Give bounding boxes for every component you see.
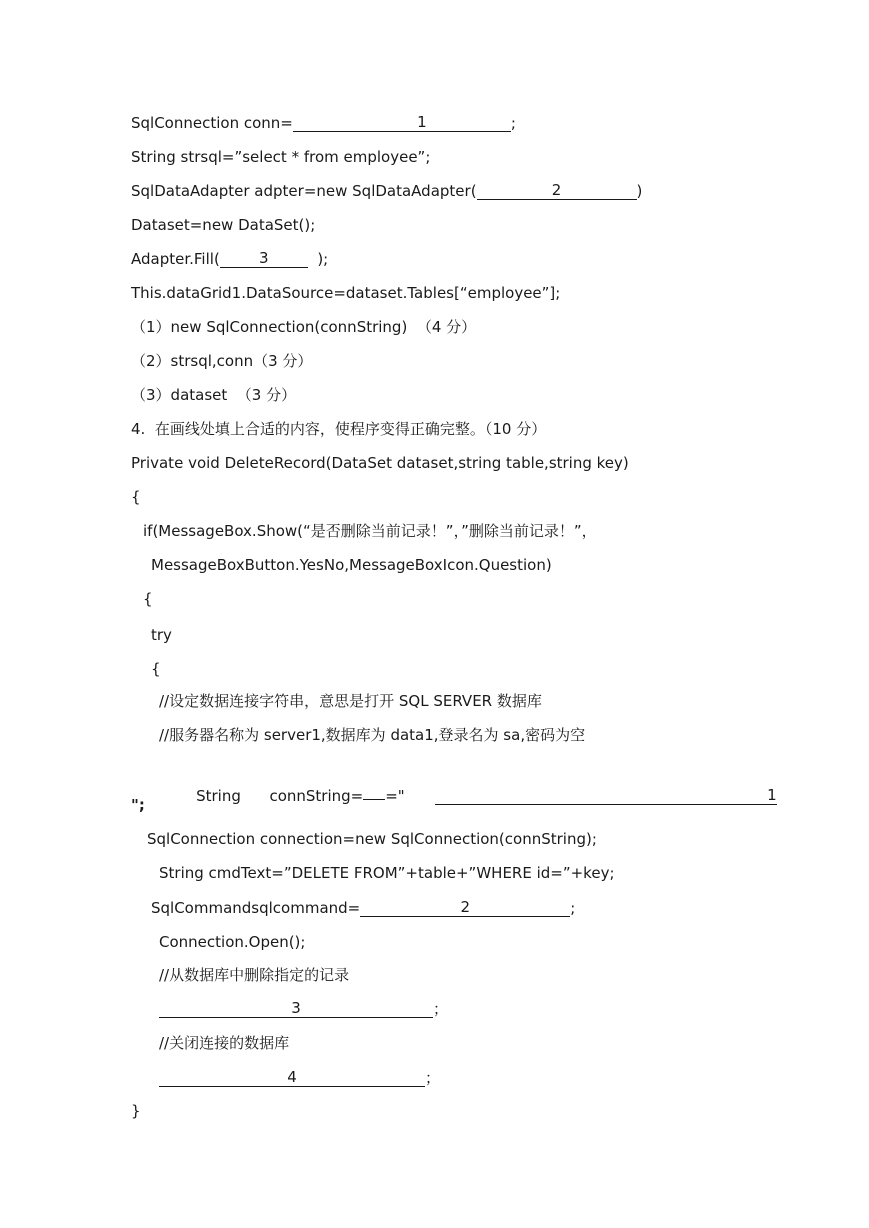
code-line-datasource: This.dataGrid1.DataSource=dataset.Tables[“employee”]; <box>131 284 561 302</box>
code-line-method-signature: Private void DeleteRecord(DataSet dataset,string table,string key) <box>131 454 629 472</box>
answer-blank <box>220 249 308 268</box>
blank-number: 4 <box>287 1068 297 1086</box>
question-4-heading: 4. 在画线处填上合适的内容，使程序变得正确完整。（10 分） <box>131 420 547 438</box>
answer-blank <box>435 786 777 805</box>
answer-line-2: （2）strsql,conn（3 分） <box>131 352 313 370</box>
code-line-open-brace: { <box>131 488 141 506</box>
answer-blank <box>293 113 511 132</box>
code-line-string-close: "; <box>131 796 145 814</box>
answer-line-3: （3）dataset （3 分） <box>131 386 297 404</box>
answer-blank <box>159 1068 425 1087</box>
blank-number: 2 <box>551 181 562 199</box>
code-line-adapter <box>131 180 642 202</box>
answer-blank <box>159 999 433 1018</box>
line-text: ； <box>433 1000 449 1018</box>
code-line-cmdtext: String cmdText=”DELETE FROM”+table+”WHERE id=”+key; <box>159 864 615 882</box>
code-comment-connstring: //设定数据连接字符串，意思是打开 SQL SERVER 数据库 <box>159 692 542 710</box>
line-text: SqlCommandsqlcommand= <box>151 899 361 917</box>
code-line-connection: SqlConnection connection=new SqlConnection(connString); <box>147 830 597 848</box>
line-text: ); <box>307 250 329 268</box>
blank-number: 3 <box>291 999 301 1017</box>
code-line-try-brace: { <box>151 660 161 678</box>
code-line-if-brace: { <box>143 590 153 608</box>
answer-line-1: （1）new SqlConnection(connString) （4 分） <box>131 318 477 336</box>
blank-number: 1 <box>767 786 777 804</box>
code-line-blank-4 <box>159 1067 440 1089</box>
line-text: ) <box>636 182 643 200</box>
line-text: Adapter.Fill( <box>131 250 220 268</box>
code-comment-close: //关闭连接的数据库 <box>159 1034 290 1052</box>
line-text: ； <box>425 1069 441 1087</box>
code-line-messagebox: if(MessageBox.Show(“是否删除当前记录！”，”删除当前记录！”， <box>143 522 597 540</box>
code-line-dataset: Dataset=new DataSet(); <box>131 216 316 234</box>
code-line-try: try <box>151 626 172 644</box>
line-text: SqlDataAdapter adpter=new SqlDataAdapter( <box>131 182 477 200</box>
code-line-open: Connection.Open(); <box>159 933 306 951</box>
line-text: SqlConnection conn= <box>131 114 293 132</box>
line-text: ; <box>570 899 576 917</box>
answer-blank <box>477 181 637 200</box>
blank-number: 2 <box>460 898 471 916</box>
blank-number: 1 <box>417 113 427 131</box>
blank-number: 3 <box>259 249 269 267</box>
code-comment-server: //服务器名称为 server1,数据库为 data1,登录名为 sa,密码为空 <box>159 726 586 744</box>
code-line-fill <box>131 248 328 270</box>
code-comment-delete: //从数据库中删除指定的记录 <box>159 966 350 984</box>
answer-blank <box>360 898 570 917</box>
code-line-connstring <box>177 760 777 805</box>
answer-blank-small <box>363 781 385 800</box>
code-line-conn <box>131 112 516 134</box>
code-line-messagebox-args: MessageBoxButton.YesNo,MessageBoxIcon.Question) <box>151 556 552 574</box>
line-text: =" <box>385 787 405 805</box>
line-text: ; <box>510 114 516 132</box>
code-line-strsql: String strsql=”select * from employee”; <box>131 148 431 166</box>
code-line-close-brace: } <box>131 1102 141 1120</box>
code-line-blank-3 <box>159 998 448 1020</box>
code-line-sqlcommand <box>151 897 575 919</box>
line-text: String connString= <box>196 787 364 805</box>
